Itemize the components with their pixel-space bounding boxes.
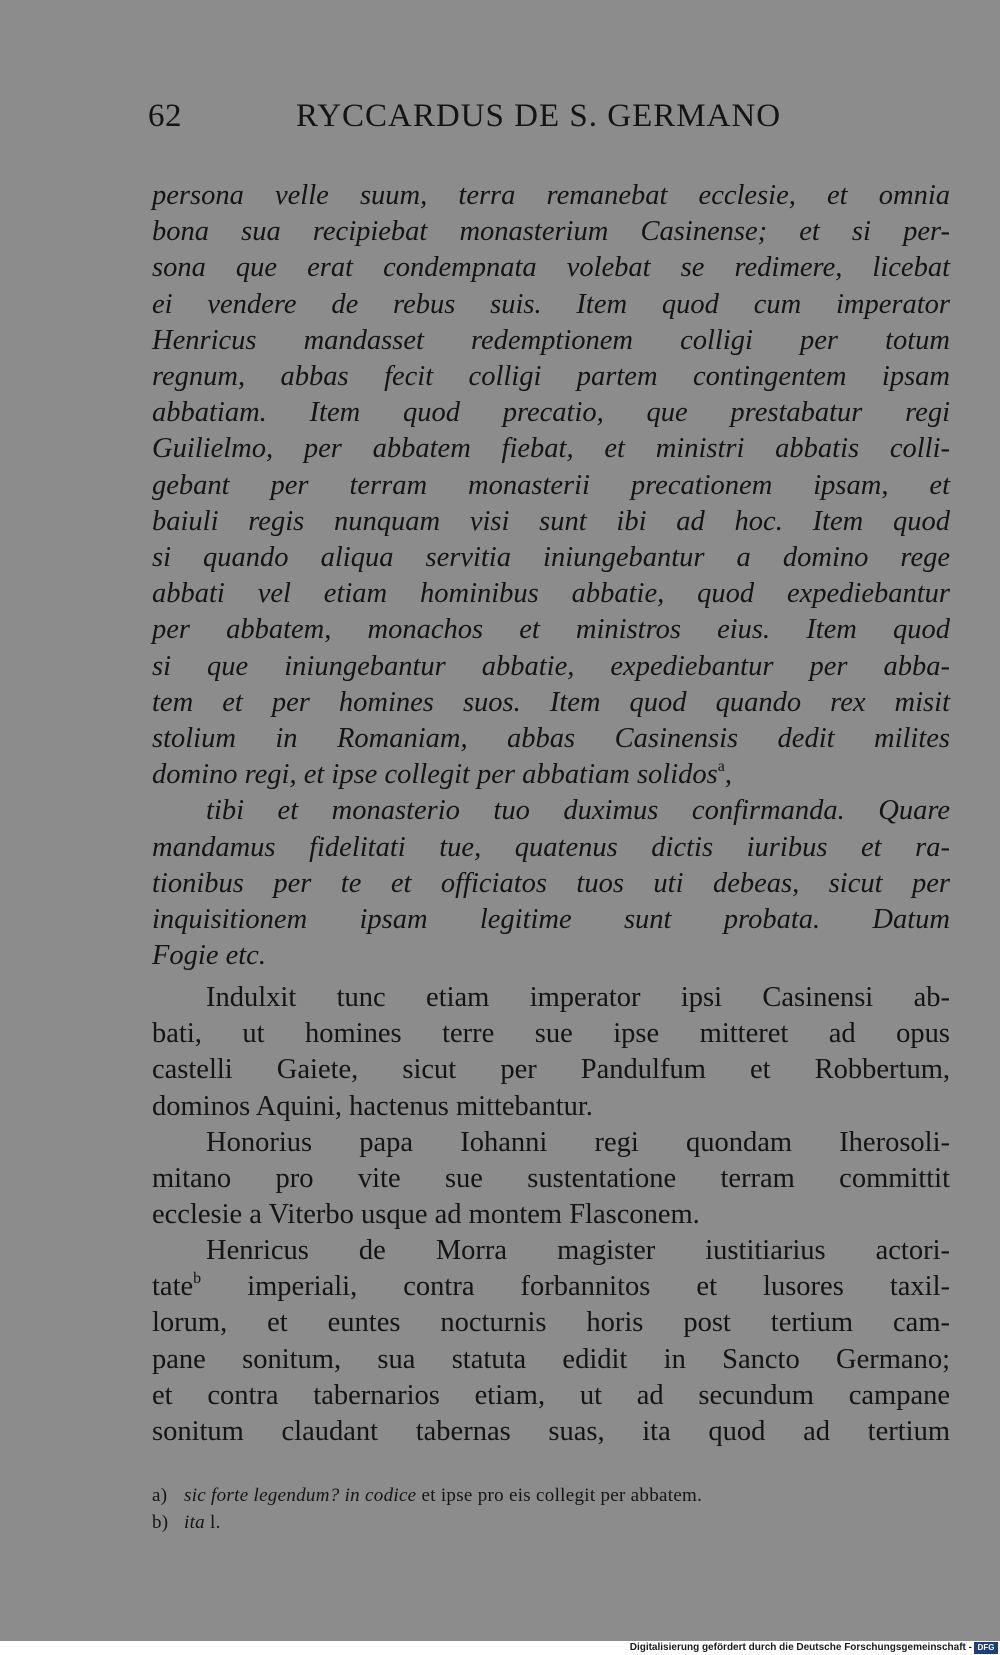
text-line: Honorius papa Iohanni regi quondam Iherosoli-: [206, 1127, 950, 1158]
text-line: mitano pro vite sue sustentatione terram committit: [152, 1163, 950, 1195]
page-number: 62: [148, 98, 182, 134]
text-line: Guilielmo, per abbatem fiebat, et ministri abbatis colli-: [152, 433, 950, 465]
text-line: gebant per terram monasterii precationem ipsam, et: [152, 469, 950, 501]
text-line: bona sua recipiebat monasterium Casinense; et si per-: [152, 216, 950, 248]
text-line: si que iniungebantur abbatie, expediebantur per abba-: [152, 650, 950, 682]
text-line: tionibus per te et officiatos tuos uti debeas, sicut per: [152, 867, 950, 899]
text-line: inquisitionem ipsam legitime sunt probata. Datum: [152, 904, 950, 936]
italic-document-block: [152, 178, 950, 974]
footer-strip: [0, 1641, 1000, 1655]
footnote-mark: b): [152, 1512, 169, 1533]
text-line: et contra tabernarios etiam, ut ad secundum campane: [152, 1379, 950, 1411]
footnote-mark: a): [152, 1485, 168, 1506]
footnote-b: [152, 1509, 950, 1536]
text-line: abbati vel etiam hominibus abbatie, quod expediebantur: [152, 578, 950, 610]
text-line: dominos Aquini, hactenus mittebantur.: [152, 1090, 593, 1122]
dfg-logo: DFG: [974, 1642, 998, 1654]
footnotes: [152, 1482, 950, 1536]
paragraph-honorius: [152, 1125, 950, 1234]
footnote-italic: sic forte legendum? in codice: [184, 1485, 417, 1506]
footnote-a: [152, 1482, 950, 1509]
running-head: [148, 98, 802, 148]
paragraph-indulxit: [152, 980, 950, 1125]
text-line: persona velle suum, terra remanebat ecclesie, et omnia: [152, 180, 950, 211]
footnote-text: l.: [210, 1512, 221, 1533]
trailing-comma: ,: [724, 759, 732, 791]
text-line: domino regi, et ipse collegit per abbatiam solidos: [152, 759, 718, 791]
text-line: castelli Gaiete, sicut per Pandulfum et Robbertum,: [152, 1054, 950, 1086]
footnote-ref-b: b: [193, 1270, 202, 1288]
text-line: pane sonitum, sua statuta edidit in Sancto Germano;: [152, 1343, 950, 1375]
footnote-italic: ita: [184, 1512, 205, 1533]
text-line: abbatiam. Item quod precatio, que prestabatur regi: [152, 397, 950, 429]
footnote-text: et ipse pro eis collegit per abbatem.: [421, 1485, 703, 1506]
text-line: sonitum claudant tabernas suas, ita quod ad tertium: [152, 1416, 950, 1448]
text-fragment: imperiali, contra forbannitos et lusores taxil-: [201, 1271, 950, 1303]
text-line: si quando aliqua servitia iniungebantur a domino rege: [152, 542, 950, 574]
dfg-credit-text: Digitalisierung gefördert durch die Deutsche Forschungsgemeinschaft -: [629, 1642, 972, 1653]
footnote-ref-a: a: [717, 758, 725, 776]
text-line: ecclesie a Viterbo usque ad montem Flasconem.: [152, 1199, 700, 1231]
text-line: per abbatem, monachos et ministros eius. Item quod: [152, 614, 950, 646]
text-fragment: tate: [152, 1271, 194, 1303]
paragraph-henricus: [152, 1233, 950, 1450]
text-line: tem et per homines suos. Item quod quando rex misit: [152, 686, 950, 718]
text-line: bati, ut homines terre sue ipse mitteret ad opus: [152, 1018, 950, 1050]
running-title: RYCCARDUS DE S. GERMANO: [296, 98, 782, 134]
text-line: stolium in Romaniam, abbas Casinensis dedit milites: [152, 723, 950, 755]
text-line: sona que erat condempnata volebat se redimere, licebat: [152, 252, 950, 284]
text-line: Indulxit tunc etiam imperator ipsi Casinensi ab-: [206, 982, 950, 1013]
text-line: lorum, et euntes nocturnis horis post tertium cam-: [152, 1307, 950, 1339]
text-line: baiuli regis nunquam visi sunt ibi ad hoc. Item quod: [152, 505, 950, 537]
text-line: regnum, abbas fecit colligi partem contingentem ipsam: [152, 361, 950, 393]
text-line: mandamus fidelitati tue, quatenus dictis iuribus et ra-: [152, 831, 950, 863]
text-line-with-note: [152, 757, 950, 793]
text-line: Henricus mandasset redemptionem colligi per totum: [152, 324, 950, 356]
text-line: tibi et monasterio tuo duximus confirmanda. Quare: [206, 795, 950, 827]
text-line: ei vendere de rebus suis. Item quod cum imperator: [152, 288, 950, 320]
text-line: Henricus de Morra magister iustitiarius actori-: [206, 1235, 950, 1266]
text-line: Fogie etc.: [152, 940, 266, 972]
text-line-with-note: [152, 1269, 950, 1305]
